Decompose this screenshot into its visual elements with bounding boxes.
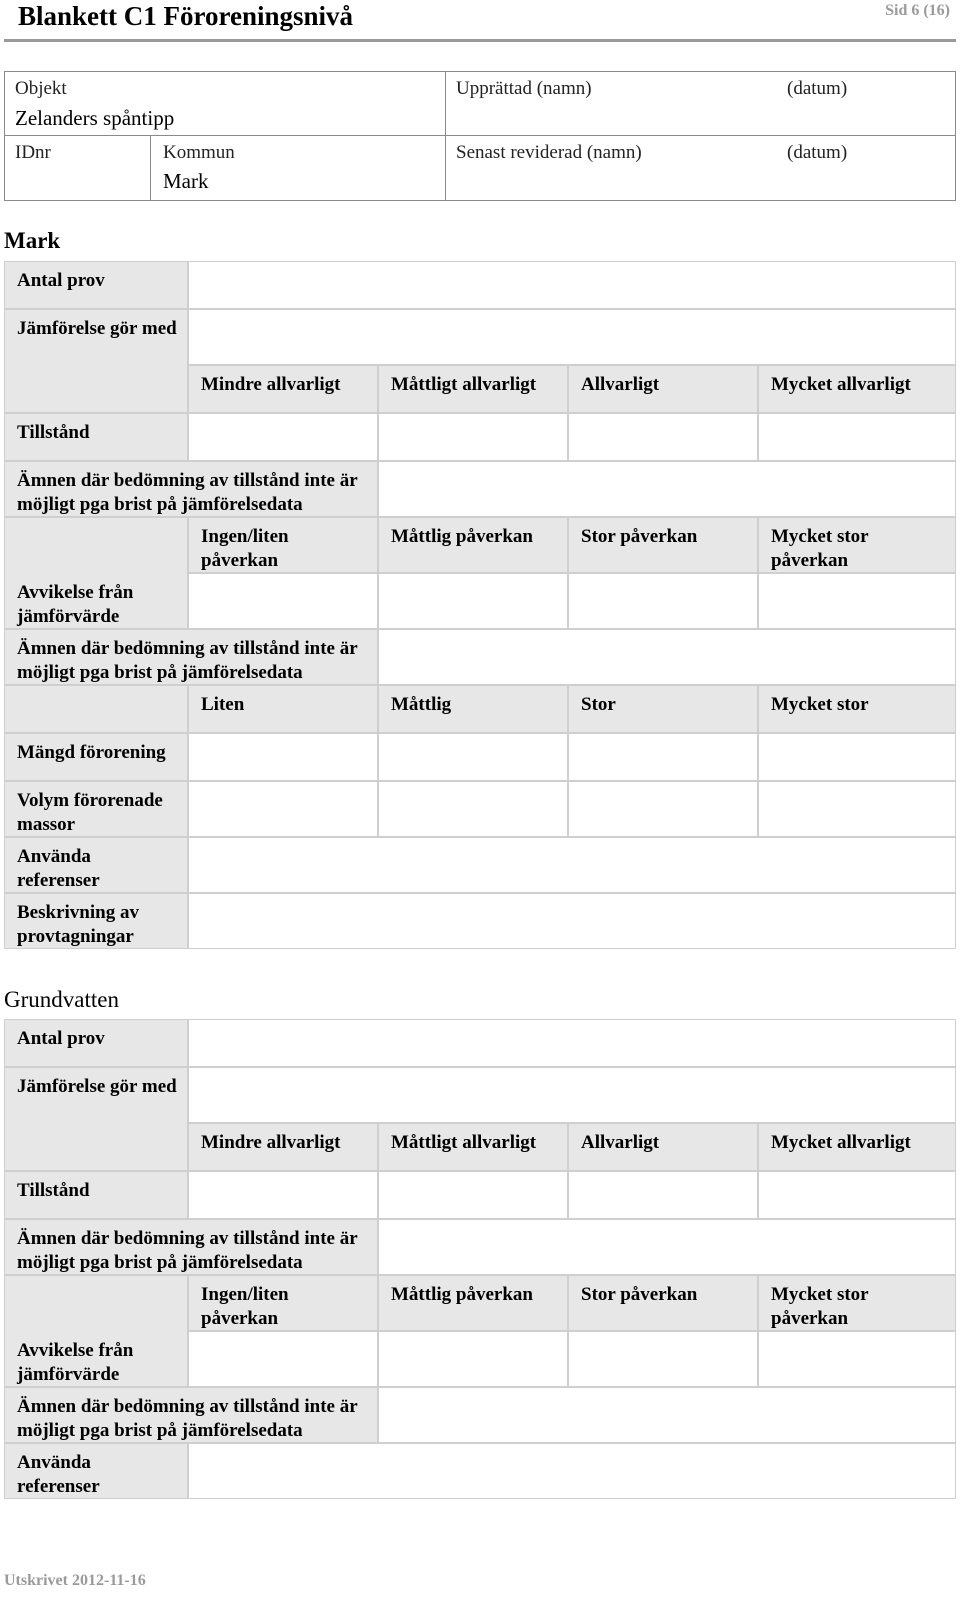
label-cell: [4, 309, 188, 413]
impact-header: [378, 517, 568, 573]
volym-label: Volym förorenade massor: [17, 790, 163, 835]
impact-label: Stor påverkan: [581, 1284, 698, 1305]
severity-header: [568, 1123, 758, 1171]
tillstand-field[interactable]: [378, 1171, 568, 1219]
header-divider: [150, 135, 151, 200]
volym-field[interactable]: [758, 781, 956, 837]
impact-header: [758, 517, 956, 573]
severity-header: [568, 365, 758, 413]
impact-label: Måttlig påverkan: [391, 1284, 533, 1305]
upprattad-date-label: (datum): [787, 78, 848, 99]
idnr-label: IDnr: [15, 142, 51, 163]
mangd-label: Mängd förorening: [17, 742, 166, 763]
amnen-field[interactable]: [378, 461, 956, 517]
label-cell: [4, 1219, 378, 1275]
upprattad-label: Upprättad (namn): [456, 78, 592, 99]
avvikelse-label: Avvikelse från jämförvärde: [17, 1340, 134, 1385]
antal-prov-label: Antal prov: [17, 1028, 105, 1049]
title-divider: [4, 39, 956, 42]
referenser-field[interactable]: [188, 837, 956, 893]
severity-header: [758, 365, 956, 413]
label-cell: [4, 1387, 378, 1443]
label-cell: [4, 461, 378, 517]
jamforelse-label: Jämförelse gör med: [17, 1076, 177, 1097]
impact-label: Ingen/liten påverkan: [201, 526, 289, 571]
amount-header: [188, 685, 378, 733]
tillstand-field[interactable]: [188, 413, 378, 461]
mangd-field[interactable]: [188, 733, 378, 781]
header-divider: [5, 135, 955, 136]
impact-header: [188, 1275, 378, 1331]
header-divider: [445, 72, 446, 200]
antal-prov-label: Antal prov: [17, 270, 105, 291]
volym-field[interactable]: [188, 781, 378, 837]
mangd-field[interactable]: [568, 733, 758, 781]
tillstand-field[interactable]: [568, 413, 758, 461]
severity-header: [378, 365, 568, 413]
tillstand-field[interactable]: [758, 1171, 956, 1219]
amnen-label: Ämnen där bedömning av tillstånd inte är möjligt pga brist på jämförelsedata: [17, 470, 358, 515]
referenser-field[interactable]: [188, 1443, 956, 1499]
section-heading-mark: Mark: [4, 228, 61, 253]
amnen-label: Ämnen där bedömning av tillstånd inte är möjligt pga brist på jämförelsedata: [17, 638, 358, 683]
impact-label: Ingen/liten påverkan: [201, 1284, 289, 1329]
tillstand-label: Tillstånd: [17, 422, 90, 443]
reviderad-label: Senast reviderad (namn): [456, 142, 642, 163]
severity-label: Mindre allvarligt: [201, 374, 341, 395]
impact-label: Stor påverkan: [581, 526, 698, 547]
amount-header: [758, 685, 956, 733]
reviderad-date-label: (datum): [787, 142, 848, 163]
header-box: [4, 71, 956, 201]
severity-header: [378, 1123, 568, 1171]
label-cell: [4, 685, 188, 733]
label-cell: [4, 517, 188, 629]
page-title: Blankett C1 Föroreningsnivå: [18, 1, 354, 31]
severity-label: Mindre allvarligt: [201, 1132, 341, 1153]
antal-prov-field[interactable]: [188, 1019, 956, 1067]
volym-field[interactable]: [378, 781, 568, 837]
label-cell: [4, 837, 188, 893]
tillstand-field[interactable]: [758, 413, 956, 461]
label-cell: [4, 629, 378, 685]
severity-label: Allvarligt: [581, 374, 660, 395]
avvikelse-field[interactable]: [188, 1331, 378, 1387]
label-cell: [4, 1019, 188, 1067]
mangd-field[interactable]: [378, 733, 568, 781]
kommun-field[interactable]: Mark: [163, 169, 209, 193]
label-cell: [4, 413, 188, 461]
tillstand-field[interactable]: [378, 413, 568, 461]
avvikelse-field[interactable]: [758, 1331, 956, 1387]
label-cell: [4, 1171, 188, 1219]
page-number: Sid 6 (16): [885, 2, 950, 19]
amnen-field[interactable]: [378, 1219, 956, 1275]
avvikelse-label: Avvikelse från jämförvärde: [17, 582, 134, 627]
avvikelse-field[interactable]: [568, 1331, 758, 1387]
amount-header: [378, 685, 568, 733]
amount-label: Liten: [201, 694, 245, 715]
label-cell: [4, 1443, 188, 1499]
impact-header: [568, 517, 758, 573]
jamforelse-field[interactable]: [188, 309, 956, 365]
amnen-field[interactable]: [378, 629, 956, 685]
kommun-label: Kommun: [163, 142, 235, 163]
referenser-label: Använda referenser: [17, 846, 100, 891]
amount-header: [568, 685, 758, 733]
avvikelse-field[interactable]: [568, 573, 758, 629]
print-date: Utskrivet 2012-11-16: [4, 1572, 146, 1589]
mangd-field[interactable]: [758, 733, 956, 781]
label-cell: [4, 261, 188, 309]
section-heading-grundvatten: Grundvatten: [4, 987, 119, 1012]
impact-label: Mycket stor påverkan: [771, 526, 869, 571]
label-cell: [4, 1067, 188, 1171]
impact-header: [378, 1275, 568, 1331]
severity-label: Måttligt allvarligt: [391, 1132, 537, 1153]
label-cell: [4, 733, 188, 781]
impact-header: [568, 1275, 758, 1331]
tillstand-field[interactable]: [188, 1171, 378, 1219]
antal-prov-field[interactable]: [188, 261, 956, 309]
objekt-label: Objekt: [15, 78, 67, 99]
beskrivning-field[interactable]: [188, 893, 956, 949]
amount-label: Måttlig: [391, 694, 452, 715]
referenser-label: Använda referenser: [17, 1452, 100, 1497]
jamforelse-label: Jämförelse gör med: [17, 318, 177, 339]
amount-label: Mycket stor: [771, 694, 869, 715]
avvikelse-field[interactable]: [758, 573, 956, 629]
avvikelse-field[interactable]: [378, 1331, 568, 1387]
severity-label: Mycket allvarligt: [771, 1132, 911, 1153]
impact-header: [188, 517, 378, 573]
severity-label: Mycket allvarligt: [771, 374, 911, 395]
impact-label: Mycket stor påverkan: [771, 1284, 869, 1329]
tillstand-label: Tillstånd: [17, 1180, 90, 1201]
label-cell: [4, 1275, 188, 1387]
amount-label: Stor: [581, 694, 616, 715]
severity-label: Måttligt allvarligt: [391, 374, 537, 395]
jamforelse-field[interactable]: [188, 1067, 956, 1123]
severity-header: [188, 365, 378, 413]
impact-label: Måttlig påverkan: [391, 526, 533, 547]
severity-header: [188, 1123, 378, 1171]
beskrivning-label: Beskrivning av provtagningar: [17, 902, 139, 947]
volym-field[interactable]: [568, 781, 758, 837]
label-cell: [4, 893, 188, 949]
amnen-field[interactable]: [378, 1387, 956, 1443]
amnen-label: Ämnen där bedömning av tillstånd inte är möjligt pga brist på jämförelsedata: [17, 1228, 358, 1273]
severity-header: [758, 1123, 956, 1171]
avvikelse-field[interactable]: [188, 573, 378, 629]
objekt-field[interactable]: Zelanders spåntipp: [15, 106, 175, 130]
label-cell: [4, 781, 188, 837]
tillstand-field[interactable]: [568, 1171, 758, 1219]
amnen-label: Ämnen där bedömning av tillstånd inte är möjligt pga brist på jämförelsedata: [17, 1396, 358, 1441]
severity-label: Allvarligt: [581, 1132, 660, 1153]
avvikelse-field[interactable]: [378, 573, 568, 629]
impact-header: [758, 1275, 956, 1331]
